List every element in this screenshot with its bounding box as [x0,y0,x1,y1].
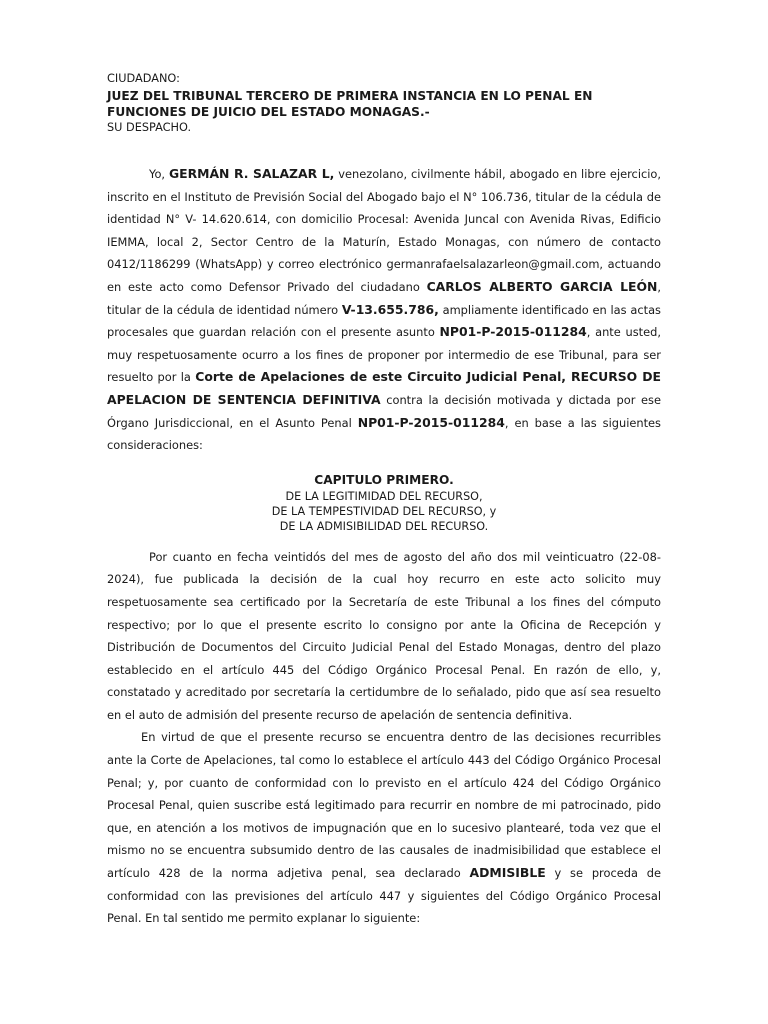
chapter-subtitle: DE LA LEGITIMIDAD DEL RECURSO, [285,489,483,503]
text-run: Yo, [149,167,169,181]
text-run: contra la decisión motivada y dictada por ese Órgano Jurisdiccional, en el Asunto Penal [107,392,661,430]
closing: SU DESPACHO. [107,121,192,134]
client-id: V-13.655.786, [341,301,439,317]
address-block [107,72,661,135]
chapter-heading [107,472,661,534]
timeliness-paragraph: Por cuanto en fecha veintidós del mes de agosto del año dos mil veinticuatro (22-08-2024), fue publicada la decisión de la cual hoy recurro en este acto solicito muy respetuosamente sea certificado por la Secretaría de este Tribunal a los fines del cómputo respectivo; por lo que el presente escrito lo consigno por ante la Oficina de Recepción y Distribución de Documentos del Circuito Judicial Penal del Estado Monagas, dentro del plazo establecido en el artículo 445 del Código Orgánico Procesal Penal. En razón de ello, y, constatado y acreditado por secretaría la certidumbre de lo señalado, pido que así sea resuelto en el auto de admisión del presente recurso de apelación de sentencia definitiva. [107,549,661,722]
admissibility-paragraph [107,726,661,929]
chapter-subtitle: DE LA TEMPESTIVIDAD DEL RECURSO, y [271,504,497,518]
chapter-title: CAPITULO PRIMERO. [314,472,454,487]
intro-paragraph [107,163,661,457]
text-run: venezolano, civilmente hábil, abogado en libre ejercicio, inscrito en el Instituto de Previsión Social del Abogado bajo el N° 106.736, titular de la cédula de identidad N° V- 14.620.614, con domicilio Procesal: Avenida Juncal con Avenida Rivas, Edificio IEMMA, local 2, Sector Centro de la Maturín, Estado Monagas, con número de contacto 0412/1186299 (WhatsApp) y correo electrónico germanrafaelsalazarleon@gmail.com, actuando en este acto como Defensor Privado del ciudadano [107,167,661,294]
text-run: En virtud de que el presente recurso se encuentra dentro de las decisiones recurribles ante la Corte de Apelaciones, tal como lo establece el artículo 443 del Código Orgánico Procesal Penal; y, por cuanto de conformidad con lo previsto en el artículo 424 del Código Orgánico Procesal Penal, quien suscribe está legitimado para recurrir en nombre de mi patrocinado, pido que, en atención a los motivos de impugnación que en lo sucesivo plantearé, toda vez que el mismo no se encuentra subsumido dentro de las causales de inadmisibilidad que establece el artículo 428 de la norma adjetiva penal, sea declarado [107,730,661,881]
text-run: y se proceda de conformidad con las previsiones del artículo 447 y siguientes del Código Orgánico Procesal Penal. En tal sentido me permito explanar lo siguiente: [107,866,661,926]
client-name: CARLOS ALBERTO GARCIA LEÓN [426,278,658,294]
text-run: , ante usted, muy respetuosamente ocurro a los fines de proponer por intermedio de ese Tribunal, para ser resuelto por la [107,325,661,385]
salutation: CIUDADANO: [107,72,180,85]
text-run: , en base a las siguientes consideraciones: [107,415,661,453]
admissible-keyword: ADMISIBLE [469,865,546,881]
chapter-subtitle: DE LA ADMISIBILIDAD DEL RECURSO. [279,519,489,533]
case-number: NP01-P-2015-011284 [357,414,505,430]
lawyer-name: GERMÁN R. SALAZAR L, [168,166,335,181]
appeal-title: Corte de Apelaciones de este Circuito Judicial Penal, RECURSO DE APELACION DE SENTENCIA DEFINITIVA [107,369,661,407]
text-run: , titular de la cédula de identidad número [107,279,661,317]
recipient: JUEZ DEL TRIBUNAL TERCERO DE PRIMERA INSTANCIA EN LO PENAL EN FUNCIONES DE JUICIO DEL ESTADO MONAGAS.- [107,89,593,119]
text-run: ampliamente identificado en las actas procesales que guardan relación con el presente asunto [107,302,661,340]
case-number: NP01-P-2015-011284 [439,324,587,340]
